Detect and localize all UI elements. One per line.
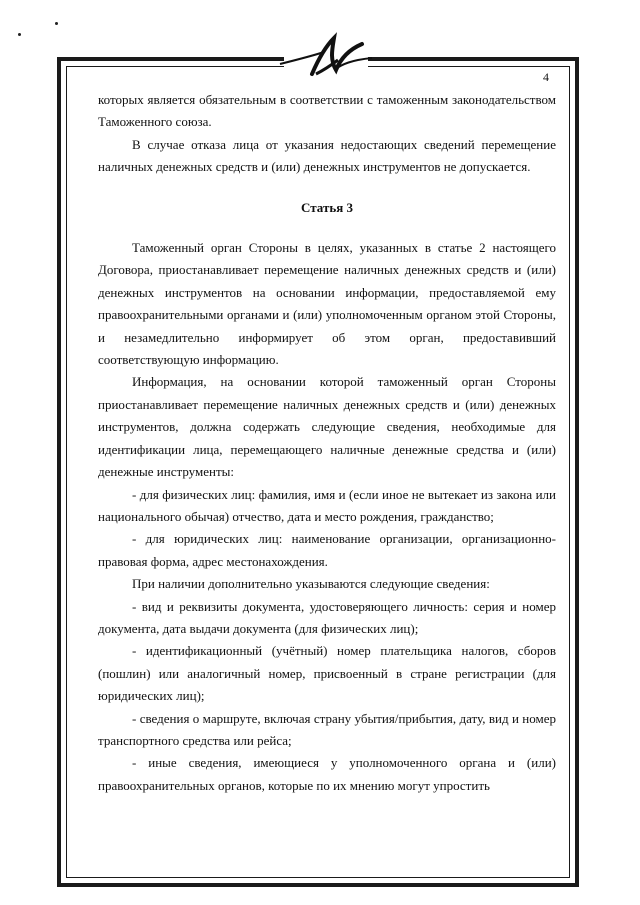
paragraph-continuation: которых является обязательным в соответствии с таможенным законодательством Таможенного союза. (98, 92, 556, 130)
page-number: 4 (543, 70, 549, 84)
paragraph: При наличии дополнительно указываются следующие сведения: (132, 576, 490, 592)
paragraph: Таможенный орган Стороны в целях, указанных в статье 2 настоящего Договора, приостанавливает перемещение наличных денежных средств и (или) денежных инструментов на основании информации, предоставляемой ему правоохранительными органами и (или) уполномоченным органом этой Стороны, и незамедлительно информирует об этом орган, предоставивший соответствующую информацию. (98, 240, 556, 368)
list-item: - для физических лиц: фамилия, имя и (если иное не вытекает из закона или национального обычая) отчество, дата и место рождения, гражданство; (98, 486, 556, 524)
paragraph-refusal: В случае отказа лица от указания недостающих сведений перемещение наличных денежных средств и (или) денежных инструментов не допускается. (98, 136, 556, 175)
list-item: - для юридических лиц: наименование организации, организационно-правовая форма, адрес местонахождения. (98, 531, 556, 569)
list-item: - сведения о маршруте, включая страну убытия/прибытия, дату, вид и номер транспортного средства или рейса; (98, 710, 556, 748)
paragraph: Информация, на основании которой таможенный орган Стороны приостанавливает перемещение наличных денежных средств и (или) денежных инструментов, должна содержать следующие сведения, необходимые для идентификации лица, перемещающего наличные денежные средства и (или) денежные инструменты: (98, 374, 556, 480)
article-title: Статья 3 (301, 199, 353, 215)
list-item: - иные сведения, имеющиеся у уполномоченного органа и (или) правоохранительных органов, которые по их мнению могут упростить (98, 755, 556, 793)
document-body (98, 89, 556, 797)
list-item: - вид и реквизиты документа, удостоверяющего личность: серия и номер документа, дата выдачи документа (для физических лиц); (98, 598, 556, 636)
list-item: - идентификационный (учётный) номер плательщика налогов, сборов (пошлин) или аналогичный номер, присвоенный в стране регистрации (для юридических лиц); (98, 643, 556, 704)
scan-speck (55, 22, 58, 25)
scan-speck (18, 33, 21, 36)
signature-mark (276, 30, 376, 90)
